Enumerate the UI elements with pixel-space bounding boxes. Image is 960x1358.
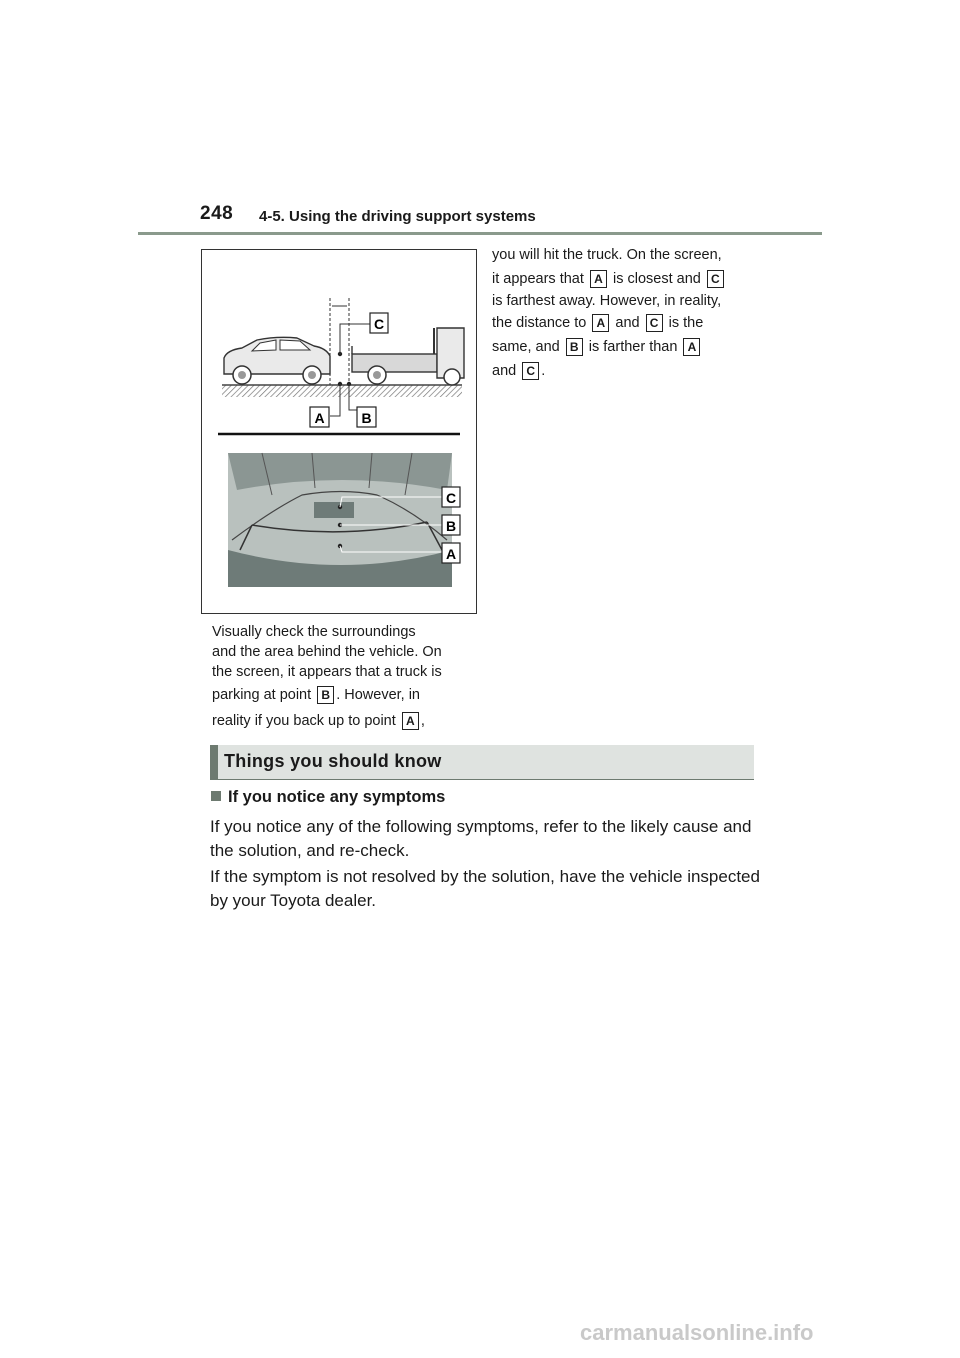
caption-line: Visually check the surroundings [212, 624, 416, 640]
label-c-bottom: C [445, 490, 457, 506]
point-badge: B [566, 338, 583, 356]
watermark: carmanualsonline.info [580, 1320, 814, 1345]
subheading: If you notice any symptoms [211, 788, 445, 807]
paragraph: If the symptom is not resolved by the solution, have the vehicle inspected by your Toyota dealer. [210, 867, 760, 910]
header-accent-bar [210, 745, 218, 779]
text-line: the distance to A and C is the [492, 315, 704, 331]
figure-caption [212, 622, 474, 734]
things-to-know-header [210, 745, 754, 779]
point-badge: B [317, 686, 334, 704]
label-c-top: C [373, 316, 385, 332]
square-bullet-icon [211, 791, 221, 801]
things-to-know-rule [210, 779, 754, 780]
caption-line: the screen, it appears that a truck is [212, 664, 442, 680]
header-rule [138, 232, 822, 235]
label-a-top: A [314, 410, 325, 426]
text-line: is farthest away. However, in reality, [492, 293, 722, 309]
text-line: it appears that A is closest and C [492, 267, 762, 291]
point-badge: C [522, 362, 539, 380]
point-badge: C [707, 270, 724, 288]
label-a-bottom: A [445, 546, 457, 562]
point-badge: C [646, 314, 663, 332]
caption-line: reality if you back up to point A , [212, 713, 425, 729]
label-b-bottom: B [445, 518, 457, 534]
text-line: you will hit the truck. On the screen, [492, 247, 722, 263]
point-badge: A [592, 314, 609, 332]
point-badge: A [402, 712, 419, 730]
paragraph: If you notice any of the following symptoms, refer to the likely cause and the solution, and re-check. [210, 817, 752, 860]
page-number: 248 [200, 203, 234, 224]
things-to-know-title: Things you should know [224, 751, 442, 771]
label-b-top: B [361, 410, 372, 426]
figure-svg [202, 250, 478, 615]
text-line: same, and B is farther than A [492, 335, 762, 359]
car-icon [224, 337, 330, 384]
point-badge: A [683, 338, 700, 356]
side-view [222, 298, 464, 427]
text-line: and C . [492, 363, 546, 379]
truck-icon [352, 328, 464, 385]
section-title: 4-5. Using the driving support systems [259, 208, 536, 225]
point-badge: A [590, 270, 607, 288]
figure-illustration [201, 249, 477, 614]
caption-line: and the area behind the vehicle. On [212, 644, 442, 660]
caption-line: parking at point B . However, in [212, 687, 421, 703]
camera-view [228, 453, 460, 587]
body-continuation [492, 243, 762, 383]
